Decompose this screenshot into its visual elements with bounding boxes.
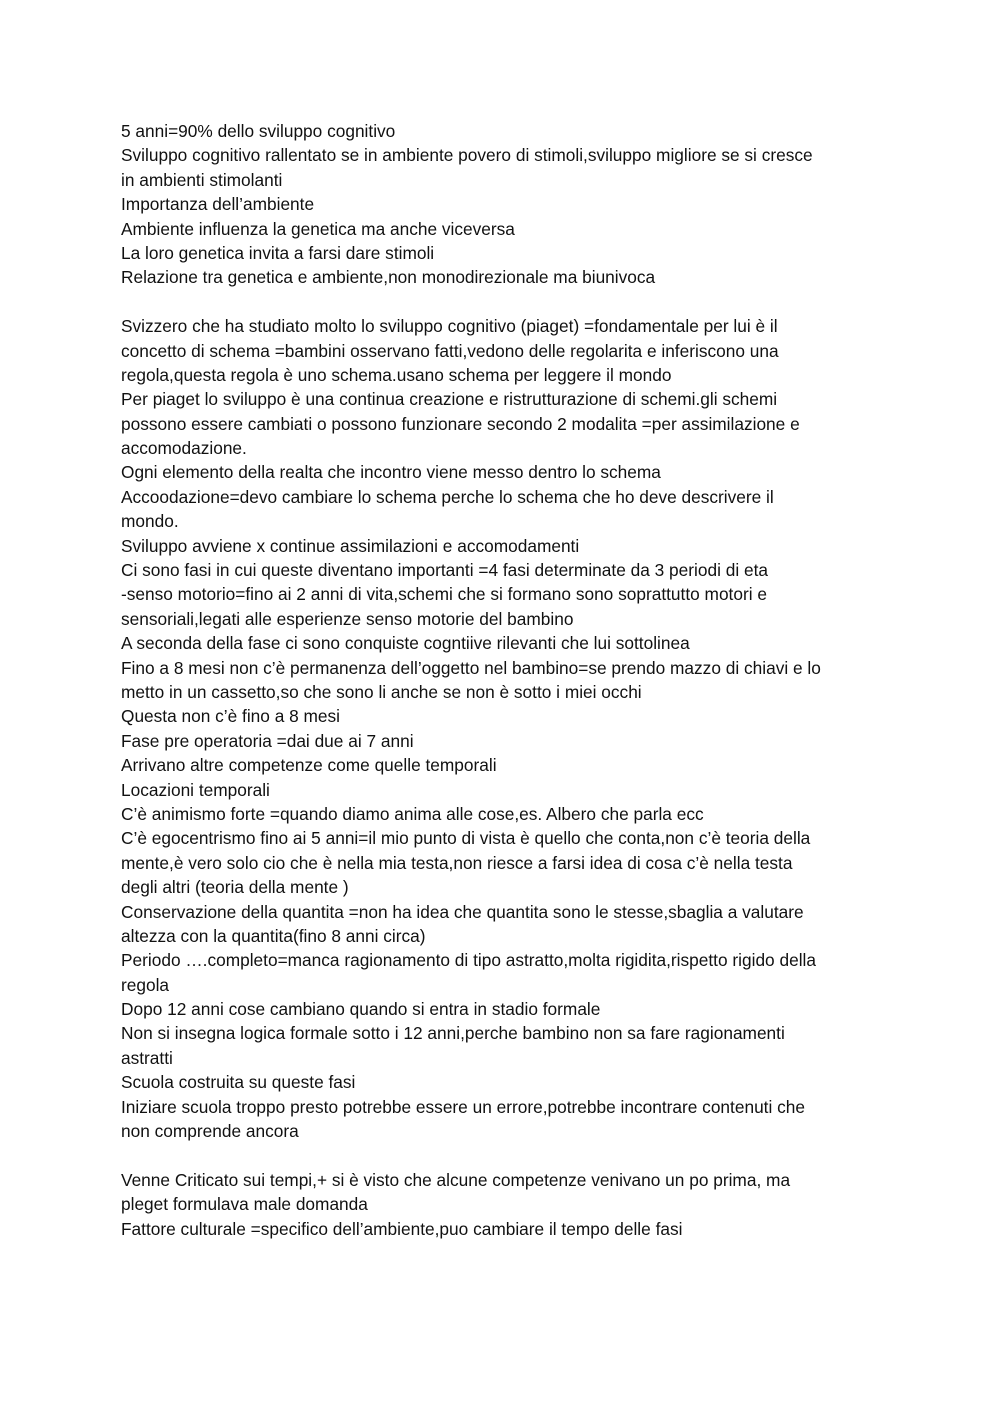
text-line: degli altri (teoria della mente ) bbox=[121, 877, 349, 898]
text-line: Sviluppo avviene x continue assimilazioni e accomodamenti bbox=[121, 535, 580, 556]
text-line: Fase pre operatoria =dai due ai 7 anni bbox=[121, 730, 414, 751]
text-line: C’è animismo forte =quando diamo anima alle cose,es. Albero che parla ecc bbox=[121, 803, 704, 824]
text-line: metto in un cassetto,so che sono li anche se non è sotto i miei occhi bbox=[121, 681, 642, 702]
text-line: A seconda della fase ci sono conquiste cogntiive rilevanti che lui sottolinea bbox=[121, 633, 690, 654]
text-line: Periodo ….completo=manca ragionamento di tipo astratto,molta rigidita,rispetto rigido della bbox=[121, 950, 816, 971]
text-line: regola bbox=[121, 974, 170, 995]
text-line: Ogni elemento della realta che incontro viene messo dentro lo schema bbox=[121, 462, 661, 483]
text-line: Arrivano altre competenze come quelle temporali bbox=[121, 755, 497, 776]
text-line: Sviluppo cognitivo rallentato se in ambiente povero di stimoli,sviluppo migliore se si cresce bbox=[121, 145, 813, 166]
text-line: Ci sono fasi in cui queste diventano importanti =4 fasi determinate da 3 periodi di eta bbox=[121, 560, 768, 581]
text-line: -senso motorio=fino ai 2 anni di vita,schemi che si formano sono soprattutto motori e bbox=[121, 584, 767, 605]
text-line: Accoodazione=devo cambiare lo schema perche lo schema che ho deve descrivere il bbox=[121, 486, 774, 507]
text-line: Ambiente influenza la genetica ma anche viceversa bbox=[121, 218, 515, 239]
text-line: Dopo 12 anni cose cambiano quando si entra in stadio formale bbox=[121, 999, 601, 1020]
text-line: mente,è vero solo cio che è nella mia testa,non riesce a farsi idea di cosa c’è nella testa bbox=[121, 852, 793, 873]
text-line: Fino a 8 mesi non c’è permanenza dell’oggetto nel bambino=se prendo mazzo di chiavi e lo bbox=[121, 657, 821, 678]
text-line: Svizzero che ha studiato molto lo sviluppo cognitivo (piaget) =fondamentale per lui è il bbox=[121, 316, 778, 337]
text-line: non comprende ancora bbox=[121, 1121, 299, 1142]
text-line: Per piaget lo sviluppo è una continua creazione e ristrutturazione di schemi.gli schemi bbox=[121, 389, 778, 410]
text-line: regola,questa regola è uno schema.usano schema per leggere il mondo bbox=[121, 364, 672, 385]
text-line: accomodazione. bbox=[121, 438, 247, 459]
text-line: La loro genetica invita a farsi dare stimoli bbox=[121, 242, 435, 263]
text-line: Scuola costruita su queste fasi bbox=[121, 1072, 356, 1093]
text-line: Venne Criticato sui tempi,+ si è visto che alcune competenze venivano un po prima, ma bbox=[121, 1169, 791, 1190]
text-line: altezza con la quantita(fino 8 anni circa) bbox=[121, 925, 426, 946]
text-line: Iniziare scuola troppo presto potrebbe essere un errore,potrebbe incontrare contenuti che bbox=[121, 1096, 805, 1117]
text-line: mondo. bbox=[121, 511, 179, 532]
text-line: Non si insegna logica formale sotto i 12 anni,perche bambino non sa fare ragionamenti bbox=[121, 1023, 785, 1044]
text-line: Fattore culturale =specifico dell’ambiente,puo cambiare il tempo delle fasi bbox=[121, 1218, 683, 1239]
text-line: astratti bbox=[121, 1047, 173, 1068]
text-line: 5 anni=90% dello sviluppo cognitivo bbox=[121, 121, 396, 141]
text-line: Questa non c’è fino a 8 mesi bbox=[121, 706, 341, 727]
text-line: Relazione tra genetica e ambiente,non monodirezionale ma biunivoca bbox=[121, 267, 656, 288]
text-line: Locazioni temporali bbox=[121, 779, 270, 800]
text-line: C’è egocentrismo fino ai 5 anni=il mio punto di vista è quello che conta,non c’è teoria della bbox=[121, 828, 811, 849]
text-line: Conservazione della quantita =non ha idea che quantita sono le stesse,sbaglia a valutare bbox=[121, 901, 804, 922]
paragraph-3 bbox=[121, 1168, 881, 1241]
text-line: concetto di schema =bambini osservano fatti,vedono delle regolarita e inferiscono una bbox=[121, 340, 779, 361]
document-body bbox=[121, 119, 881, 1241]
paragraph-1 bbox=[121, 119, 881, 290]
text-line: Importanza dell’ambiente bbox=[121, 194, 315, 215]
paragraph-2 bbox=[121, 314, 881, 1143]
text-line: pleget formulava male domanda bbox=[121, 1194, 368, 1215]
text-line: sensoriali,legati alle esperienze senso motorie del bambino bbox=[121, 608, 574, 629]
text-line: possono essere cambiati o possono funzionare secondo 2 modalita =per assimilazione e bbox=[121, 413, 800, 434]
text-line: in ambienti stimolanti bbox=[121, 169, 283, 190]
